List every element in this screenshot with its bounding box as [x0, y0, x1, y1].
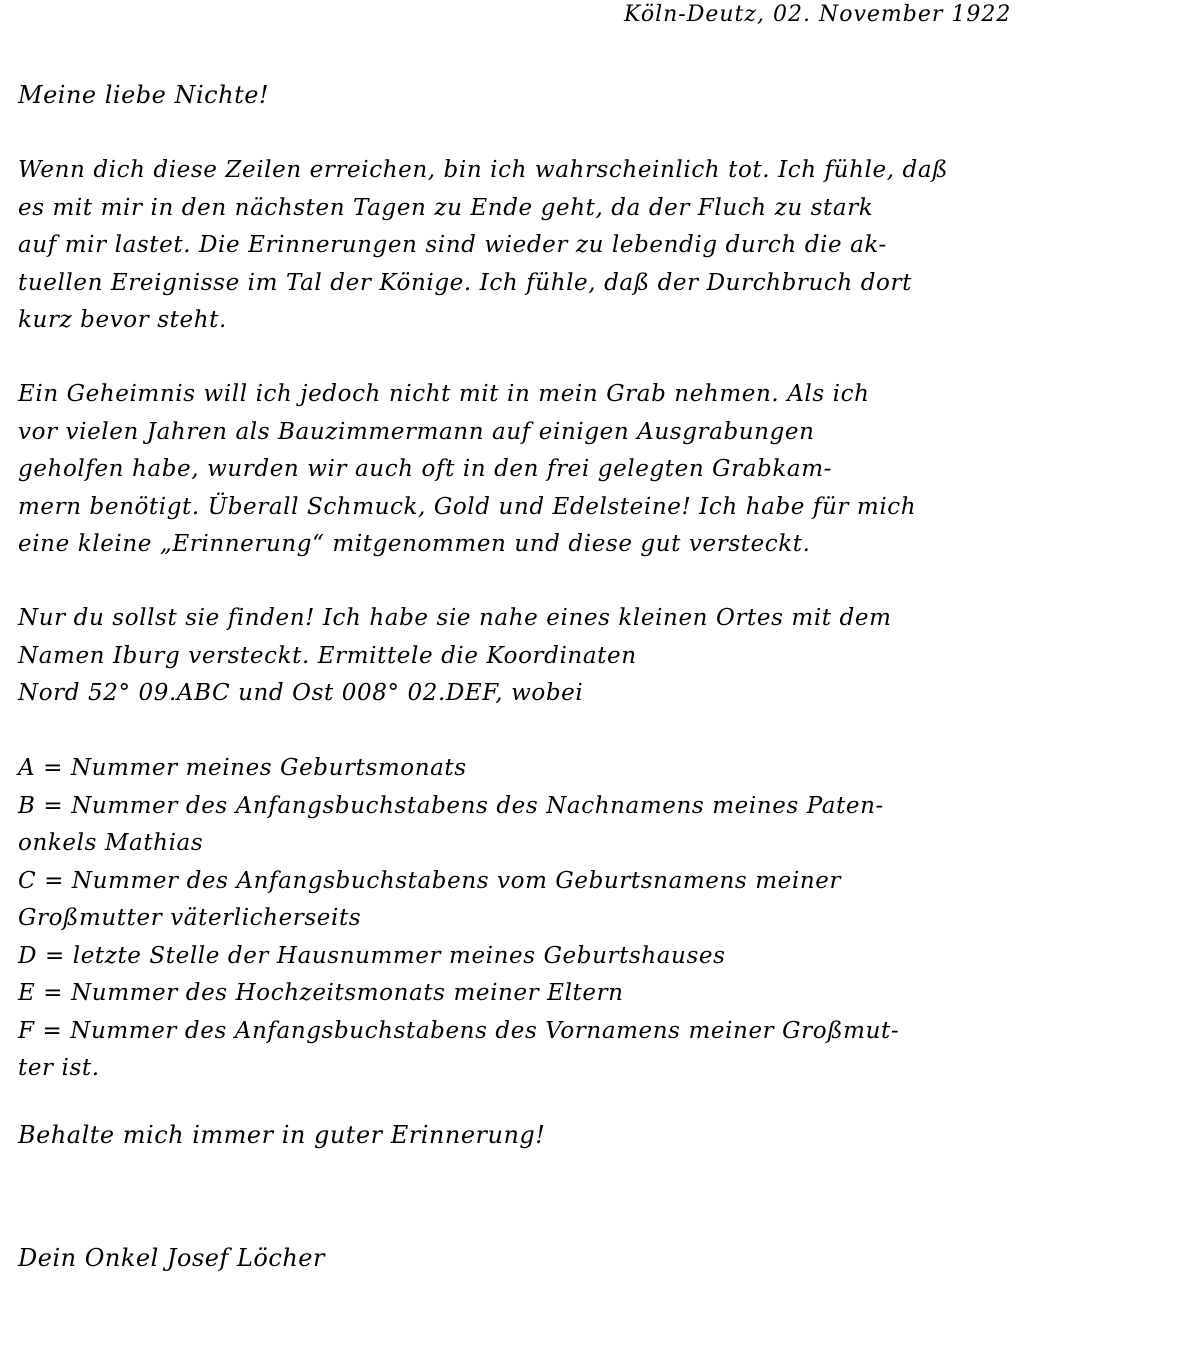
text-line: es mit mir in den nächsten Tagen zu Ende geht, da der Fluch zu stark	[18, 194, 874, 221]
text-line: kurz bevor steht.	[18, 307, 227, 333]
paragraph-2	[18, 376, 916, 564]
letter	[18, 0, 1118, 1372]
definition-item: E = Nummer des Hochzeitsmonats meiner Eltern	[18, 980, 624, 1006]
definition-item: Großmutter väterlicherseits	[18, 905, 362, 931]
definition-item: onkels Mathias	[18, 830, 204, 856]
closing-line: Behalte mich immer in guter Erinnerung!	[18, 1121, 546, 1149]
text-line: Namen Iburg versteckt. Ermittele die Koordinaten	[18, 642, 637, 669]
text-line: mern benötigt. Überall Schmuck, Gold und Edelsteine! Ich habe für mich	[18, 493, 917, 520]
definition-item: ter ist.	[18, 1055, 100, 1081]
paragraph-3	[18, 600, 891, 713]
letter-date: Köln-Deutz, 02. November 1922	[624, 2, 1012, 27]
definition-item: D = letzte Stelle der Hausnummer meines Geburtshauses	[18, 942, 726, 969]
definition-item: F = Nummer des Anfangsbuchstabens des Vornamens meiner Großmut-	[18, 1017, 900, 1044]
text-line: eine kleine „Erinnerung“ mitgenommen und diese gut versteckt.	[18, 531, 811, 557]
text-line: tuellen Ereignisse im Tal der Könige. Ich fühle, daß der Durchbruch dort	[18, 269, 912, 296]
definition-item: C = Nummer des Anfangsbuchstabens vom Geburtsnamens meiner	[18, 867, 842, 894]
text-line: Ein Geheimnis will ich jedoch nicht mit in mein Grab nehmen. Als ich	[18, 381, 870, 407]
paragraph-1	[18, 152, 948, 340]
text-line: geholfen habe, wurden wir auch oft in den frei gelegten Grabkam-	[18, 456, 832, 482]
text-line: Nur du sollst sie finden! Ich habe sie nahe eines kleinen Ortes mit dem	[18, 605, 892, 631]
text-line: vor vielen Jahren als Bauzimmermann auf einigen Ausgrabungen	[18, 418, 815, 445]
text-line: auf mir lastet. Die Erinnerungen sind wieder zu lebendig durch die ak-	[18, 232, 887, 258]
definitions-list	[18, 750, 899, 1088]
salutation: Meine liebe Nichte!	[18, 81, 270, 109]
text-line: Wenn dich diese Zeilen erreichen, bin ich wahrscheinlich tot. Ich fühle, daß	[18, 157, 949, 183]
definition-item: A = Nummer meines Geburtsmonats	[18, 755, 467, 781]
signature: Dein Onkel Josef Löcher	[18, 1244, 325, 1272]
coordinates-line: Nord 52° 09.ABC und Ost 008° 02.DEF, wobei	[18, 680, 584, 706]
definition-item: B = Nummer des Anfangsbuchstabens des Nachnamens meines Paten-	[18, 792, 884, 819]
